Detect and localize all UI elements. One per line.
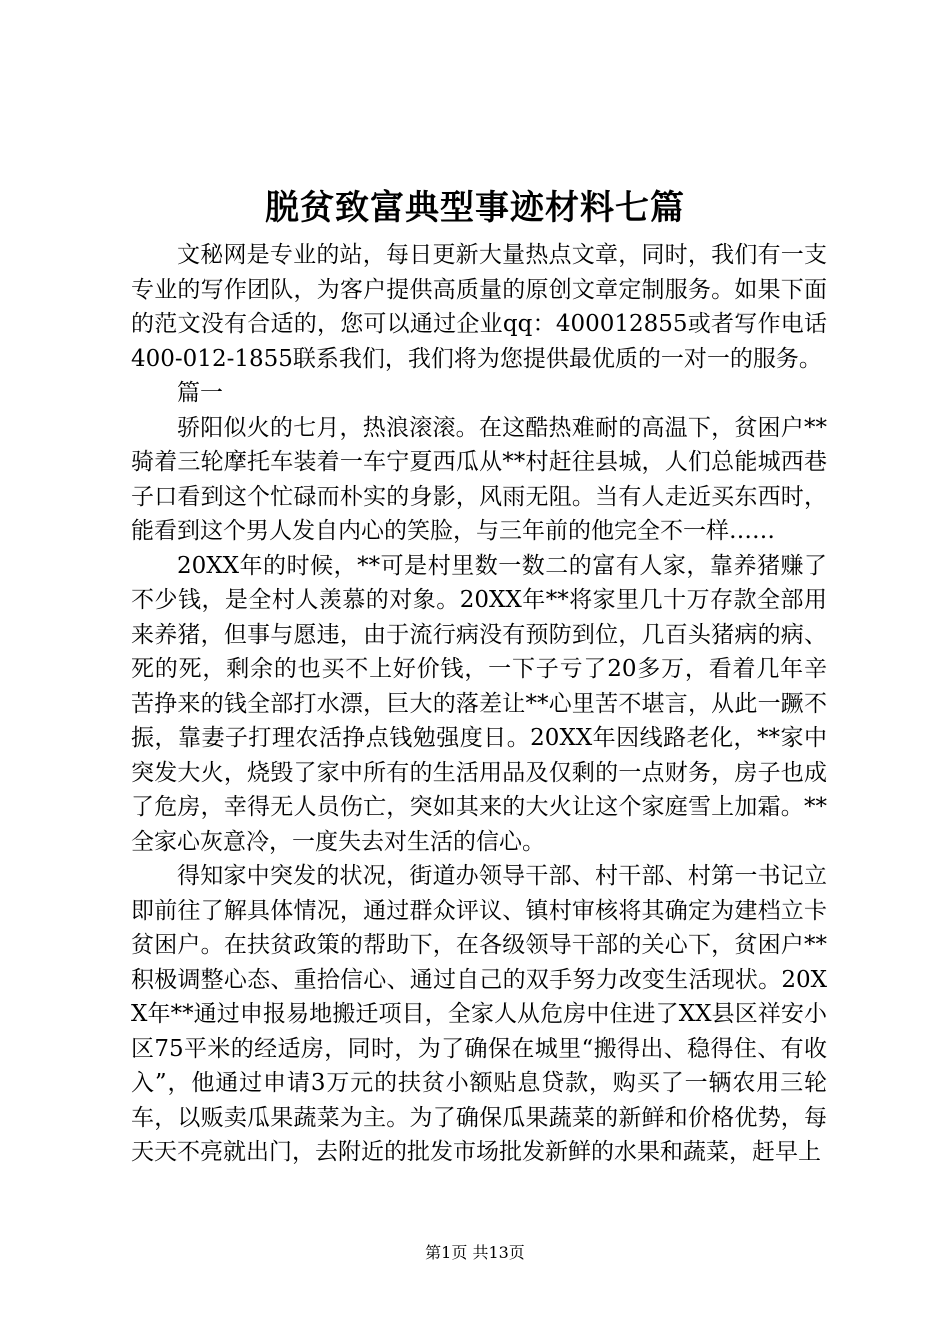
document-title: 脱贫致富典型事迹材料七篇 xyxy=(265,188,685,228)
section-heading: 篇一 xyxy=(177,380,223,406)
intro-paragraph: 文秘网是专业的站，每日更新大量热点文章，同时，我们有一支专业的写作团队，为客户提供高质量的原创文章定制服务。如果下面的范文没有合适的，您可以通过企业qq：400012855或者写作电话400-012-1855联系我们，我们将为您提供最优质的一对一的服务。 xyxy=(131,242,827,372)
page-number-footer: 第1页 共13页 xyxy=(425,1243,525,1262)
body-paragraph: 20XX年的时候，**可是村里数一数二的富有人家，靠养猪赚了不少钱，是全村人羡慕的对象。20XX年**将家里几十万存款全部用来养猪，但事与愿违，由于流行病没有预防到位，几百头猪病的病、死的死，剩余的也买不上好价钱，一下子亏了20多万，看着几年辛苦挣来的钱全部打水漂，巨大的落差让**心里苦不堪言，从此一蹶不振，靠妻子打理农活挣点钱勉强度日。20XX年因线路老化，**家中突发大火，烧毁了家中所有的生活用品及仅剩的一点财务，房子也成了危房，幸得无人员伤亡，突如其来的大火让这个家庭雪上加霜。**全家心灰意冷，一度失去对生活的信心。 xyxy=(131,552,827,855)
body-paragraph: 得知家中突发的状况，街道办领导干部、村干部、村第一书记立即前往了解具体情况，通过群众评议、镇村审核将其确定为建档立卡贫困户。在扶贫政策的帮助下，在各级领导干部的关心下，贫困户**积极调整心态、重拾信心、通过自己的双手努力改变生活现状。20XX年**通过申报易地搬迁项目，全家人从危房中住进了XX县区祥安小区75平米的经适房，同时，为了确保在城里“搬得出、稳得住、有收入”，他通过申请3万元的扶贫小额贴息贷款，购买了一辆农用三轮车，以贩卖瓜果蔬菜为主。为了确保瓜果蔬菜的新鲜和价格优势，每天天不亮就出门，去附近的批发市场批发新鲜的水果和蔬菜，赶早上 xyxy=(131,863,827,1165)
document-body xyxy=(131,238,827,1170)
body-paragraph: 骄阳似火的七月，热浪滚滚。在这酷热难耐的高温下，贫困户**骑着三轮摩托车装着一车宁夏西瓜从**村赶往县城，人们总能城西巷子口看到这个忙碌而朴实的身影，风雨无阻。当有人走近买东西时，能看到这个男人发自内心的笑脸，与三年前的他完全不一样…… xyxy=(131,414,827,544)
